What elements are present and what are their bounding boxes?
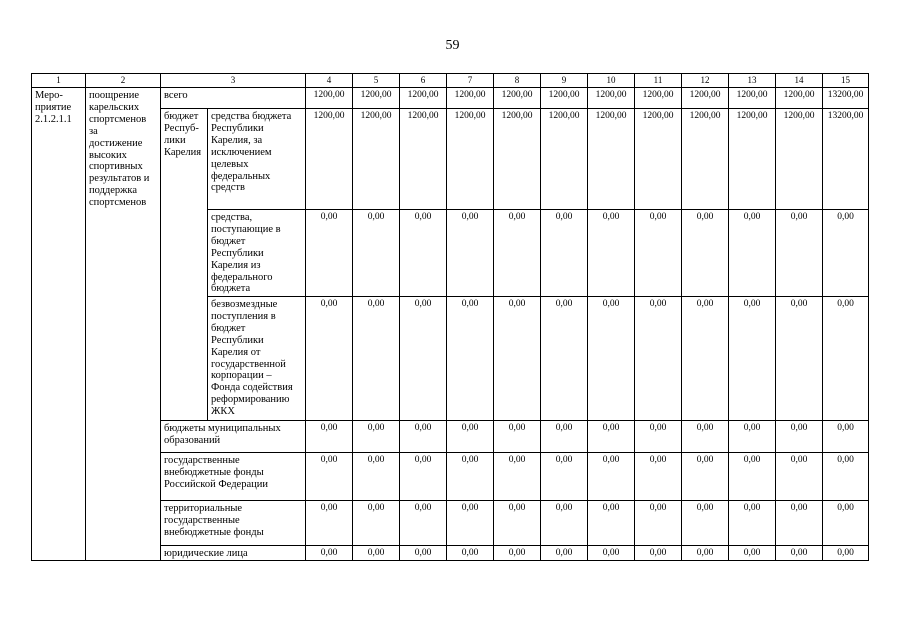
value-cell: 0,00 xyxy=(823,546,869,561)
value-cell: 0,00 xyxy=(823,297,869,421)
value-cell: 0,00 xyxy=(400,297,447,421)
value-cell: 0,00 xyxy=(541,297,588,421)
header-cell: 12 xyxy=(682,74,729,88)
header-cell: 8 xyxy=(494,74,541,88)
header-cell: 5 xyxy=(353,74,400,88)
value-cell: 0,00 xyxy=(588,453,635,501)
header-row xyxy=(32,74,869,88)
value-cell: 1200,00 xyxy=(541,88,588,109)
value-cell: 0,00 xyxy=(635,453,682,501)
value-cell: 0,00 xyxy=(588,210,635,297)
value-cell: 13200,00 xyxy=(823,109,869,210)
header-cell: 9 xyxy=(541,74,588,88)
value-cell: 0,00 xyxy=(353,546,400,561)
value-cell: 0,00 xyxy=(541,546,588,561)
header-cell: 13 xyxy=(729,74,776,88)
value-cell: 0,00 xyxy=(588,501,635,546)
value-cell: 0,00 xyxy=(682,453,729,501)
value-cell: 0,00 xyxy=(823,453,869,501)
value-cell: 0,00 xyxy=(635,421,682,453)
value-cell: 0,00 xyxy=(447,546,494,561)
value-cell: 13200,00 xyxy=(823,88,869,109)
value-cell: 0,00 xyxy=(541,421,588,453)
value-cell: 0,00 xyxy=(353,501,400,546)
value-cell: 0,00 xyxy=(400,453,447,501)
value-cell: 0,00 xyxy=(729,210,776,297)
value-cell: 0,00 xyxy=(776,453,823,501)
value-cell: 0,00 xyxy=(494,421,541,453)
value-cell: 0,00 xyxy=(729,453,776,501)
value-cell: 1200,00 xyxy=(682,88,729,109)
value-cell: 0,00 xyxy=(776,501,823,546)
value-cell: 0,00 xyxy=(823,421,869,453)
value-cell: 1200,00 xyxy=(494,109,541,210)
value-cell: 0,00 xyxy=(400,546,447,561)
value-cell: 1200,00 xyxy=(729,88,776,109)
value-cell: 0,00 xyxy=(494,297,541,421)
header-cell: 6 xyxy=(400,74,447,88)
value-cell: 0,00 xyxy=(447,501,494,546)
value-cell: 0,00 xyxy=(682,546,729,561)
header-cell: 1 xyxy=(32,74,86,88)
row-label: безвозмездные поступления в бюджет Республики Карелия от государственной корпорации – Фонда содействия реформированию ЖКХ xyxy=(208,297,306,421)
value-cell: 0,00 xyxy=(729,501,776,546)
value-cell: 0,00 xyxy=(541,501,588,546)
value-cell: 0,00 xyxy=(306,501,353,546)
value-cell: 0,00 xyxy=(447,421,494,453)
value-cell: 1200,00 xyxy=(588,109,635,210)
value-cell: 0,00 xyxy=(729,297,776,421)
value-cell: 0,00 xyxy=(400,421,447,453)
value-cell: 1200,00 xyxy=(306,109,353,210)
value-cell: 0,00 xyxy=(447,210,494,297)
row-label: средства бюджета Республики Карелия, за исключением целевых федеральных средств xyxy=(208,109,306,210)
value-cell: 0,00 xyxy=(588,546,635,561)
value-cell: 0,00 xyxy=(541,210,588,297)
header-cell: 4 xyxy=(306,74,353,88)
value-cell: 0,00 xyxy=(635,546,682,561)
value-cell: 0,00 xyxy=(306,546,353,561)
value-cell: 0,00 xyxy=(635,210,682,297)
value-cell: 0,00 xyxy=(447,453,494,501)
value-cell: 1200,00 xyxy=(400,109,447,210)
page-number: 59 xyxy=(445,38,460,53)
row-label-total: всего xyxy=(161,88,306,109)
value-cell: 0,00 xyxy=(729,546,776,561)
row-label: средства, поступающие в бюджет Республики Карелия из федерального бюджета xyxy=(208,210,306,297)
value-cell: 1200,00 xyxy=(447,109,494,210)
value-cell: 0,00 xyxy=(682,501,729,546)
row-label: территориальные государственные внебюджетные фонды xyxy=(161,501,306,546)
header-cell: 14 xyxy=(776,74,823,88)
value-cell: 0,00 xyxy=(494,210,541,297)
value-cell: 0,00 xyxy=(494,546,541,561)
value-cell: 1200,00 xyxy=(776,88,823,109)
measure-code: Меро- приятие 2.1.2.1.1 xyxy=(32,88,86,561)
value-cell: 1200,00 xyxy=(682,109,729,210)
value-cell: 0,00 xyxy=(306,421,353,453)
value-cell: 1200,00 xyxy=(729,109,776,210)
value-cell: 0,00 xyxy=(400,210,447,297)
value-cell: 1200,00 xyxy=(635,88,682,109)
row-label: юридические лица xyxy=(161,546,306,561)
value-cell: 0,00 xyxy=(353,210,400,297)
funding-table xyxy=(31,73,869,561)
value-cell: 0,00 xyxy=(494,501,541,546)
value-cell: 1200,00 xyxy=(776,109,823,210)
value-cell: 0,00 xyxy=(776,546,823,561)
value-cell: 0,00 xyxy=(776,421,823,453)
value-cell: 0,00 xyxy=(541,453,588,501)
header-cell: 11 xyxy=(635,74,682,88)
value-cell: 1200,00 xyxy=(447,88,494,109)
value-cell: 1200,00 xyxy=(353,88,400,109)
budget-group-label: бюджет Респуб- лики Карелия xyxy=(161,109,208,421)
value-cell: 0,00 xyxy=(353,421,400,453)
value-cell: 0,00 xyxy=(353,453,400,501)
value-cell: 1200,00 xyxy=(588,88,635,109)
value-cell: 0,00 xyxy=(306,453,353,501)
value-cell: 0,00 xyxy=(400,501,447,546)
header-cell: 2 xyxy=(86,74,161,88)
header-cell: 10 xyxy=(588,74,635,88)
value-cell: 1200,00 xyxy=(541,109,588,210)
header-cell: 3 xyxy=(161,74,306,88)
row-label: бюджеты муниципальных образований xyxy=(161,421,306,453)
value-cell: 0,00 xyxy=(776,297,823,421)
value-cell: 0,00 xyxy=(776,210,823,297)
value-cell: 0,00 xyxy=(729,421,776,453)
value-cell: 1200,00 xyxy=(353,109,400,210)
value-cell: 0,00 xyxy=(494,453,541,501)
table-row xyxy=(32,88,869,109)
value-cell: 0,00 xyxy=(588,297,635,421)
measure-name: поощрение карельских спортсменов за достижение высоких спортивных результатов и поддержка спортсменов xyxy=(86,88,161,561)
value-cell: 0,00 xyxy=(635,297,682,421)
value-cell: 0,00 xyxy=(682,210,729,297)
value-cell: 0,00 xyxy=(682,421,729,453)
value-cell: 0,00 xyxy=(447,297,494,421)
header-cell: 7 xyxy=(447,74,494,88)
value-cell: 0,00 xyxy=(306,210,353,297)
value-cell: 1200,00 xyxy=(635,109,682,210)
value-cell: 1200,00 xyxy=(494,88,541,109)
value-cell: 0,00 xyxy=(635,501,682,546)
value-cell: 0,00 xyxy=(306,297,353,421)
value-cell: 0,00 xyxy=(353,297,400,421)
value-cell: 1200,00 xyxy=(306,88,353,109)
value-cell: 1200,00 xyxy=(400,88,447,109)
header-cell: 15 xyxy=(823,74,869,88)
value-cell: 0,00 xyxy=(823,210,869,297)
value-cell: 0,00 xyxy=(823,501,869,546)
value-cell: 0,00 xyxy=(682,297,729,421)
row-label: государственные внебюджетные фонды Российской Федерации xyxy=(161,453,306,501)
value-cell: 0,00 xyxy=(588,421,635,453)
